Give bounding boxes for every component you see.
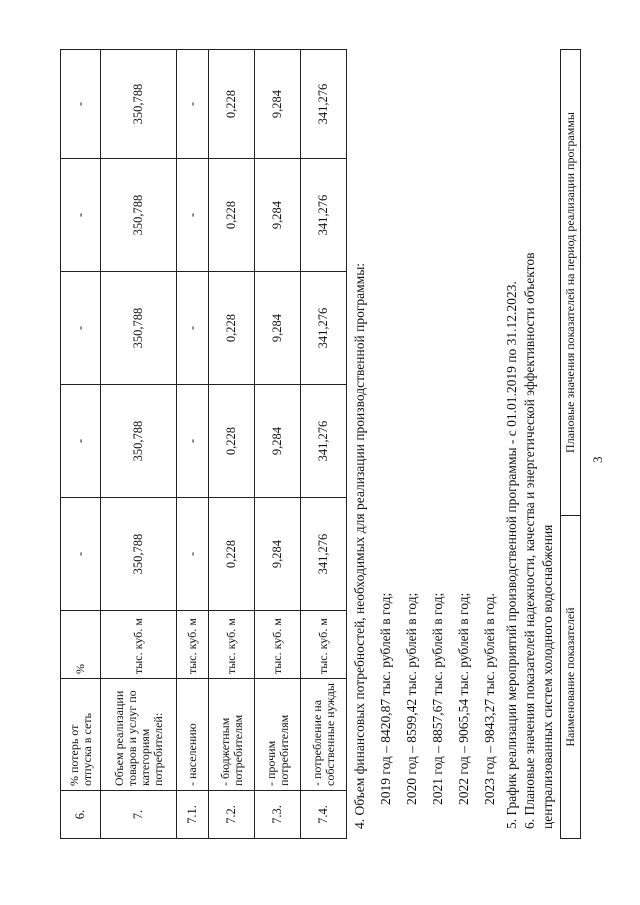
indicator-name: % потерь от отпуска в сеть [61, 679, 101, 791]
value-cell: 350,788 [101, 50, 177, 159]
row-number: 7.1. [177, 791, 209, 839]
value-cell: 0,228 [209, 159, 255, 272]
finance-2021: 2021 год – 8857,67 тыс. рублей в год; [430, 592, 445, 805]
value-cell: 9,284 [255, 159, 301, 272]
value-cell: 350,788 [101, 159, 177, 272]
value-cell: - [61, 50, 101, 159]
unit-cell: тыс. куб. м [101, 611, 177, 679]
unit-cell: % [61, 611, 101, 679]
value-cell: - [177, 272, 209, 385]
value-cell: - [177, 159, 209, 272]
section-5-schedule: 5. График реализации мероприятий производственной программы - с 01.01.2019 по 31.12.2023. [504, 281, 519, 829]
table-row [61, 50, 101, 839]
value-cell: 341,276 [301, 385, 347, 498]
value-cell: 341,276 [301, 272, 347, 385]
value-cell: 9,284 [255, 272, 301, 385]
unit-cell: тыс. куб. м [177, 611, 209, 679]
value-cell: 341,276 [301, 50, 347, 159]
unit-cell: тыс. куб. м [209, 611, 255, 679]
row-number: 7.4. [301, 791, 347, 839]
header-planned-values: Плановые значения показателей на период реализации программы [561, 50, 581, 516]
indicator-name: Объем реализации товаров и услуг по категориям потребителей: [101, 679, 177, 791]
indicator-name: - потребление на собственные нужды [301, 679, 347, 791]
value-cell: 9,284 [255, 498, 301, 611]
table-row [177, 50, 209, 839]
unit-cell: тыс. куб. м [301, 611, 347, 679]
indicator-name: - прочим потребителям [255, 679, 301, 791]
value-cell: 350,788 [101, 385, 177, 498]
value-cell: 350,788 [101, 498, 177, 611]
row-number: 7. [101, 791, 177, 839]
finance-2020: 2020 год – 8599,42 тыс. рублей в год; [404, 592, 419, 805]
value-cell: 341,276 [301, 498, 347, 611]
finance-2022: 2022 год – 9065,54 тыс. рублей в год; [456, 592, 471, 805]
value-cell: 0,228 [209, 50, 255, 159]
indicator-name: - бюджетным потребителям [209, 679, 255, 791]
value-cell: - [177, 50, 209, 159]
table-row [209, 50, 255, 839]
indicators-table [60, 49, 347, 839]
value-cell: - [61, 159, 101, 272]
table-row [101, 50, 177, 839]
finance-2023: 2023 год – 9843,27 тыс. рублей в год. [482, 593, 497, 805]
table-row [255, 50, 301, 839]
value-cell: - [61, 272, 101, 385]
value-cell: 9,284 [255, 385, 301, 498]
value-cell: - [61, 385, 101, 498]
unit-cell: тыс. куб. м [255, 611, 301, 679]
value-cell: 9,284 [255, 50, 301, 159]
value-cell: 0,228 [209, 385, 255, 498]
planned-indicators-header-table [560, 49, 581, 839]
finance-2019: 2019 год – 8420,87 тыс. рублей в год; [378, 592, 393, 805]
indicator-name: - населению [177, 679, 209, 791]
row-number: 6. [61, 791, 101, 839]
section-6-title: 6. Плановые значения показателей надежности, качества и энергетической эффективности объектов [522, 252, 537, 829]
value-cell: 0,228 [209, 498, 255, 611]
table-row [301, 50, 347, 839]
page-number: 3 [590, 456, 605, 463]
value-cell: 350,788 [101, 272, 177, 385]
row-number: 7.2. [209, 791, 255, 839]
value-cell: 341,276 [301, 159, 347, 272]
value-cell: - [61, 498, 101, 611]
header-indicator-name: Наименование показателей [561, 516, 581, 839]
section-4-heading: 4. Объем финансовых потребностей, необходимых для реализации производственной программы: [352, 262, 367, 829]
row-number: 7.3. [255, 791, 301, 839]
value-cell: - [177, 385, 209, 498]
section-6-subtitle: централизованных систем холодного водоснабжения [540, 524, 555, 829]
value-cell: 0,228 [209, 272, 255, 385]
value-cell: - [177, 498, 209, 611]
